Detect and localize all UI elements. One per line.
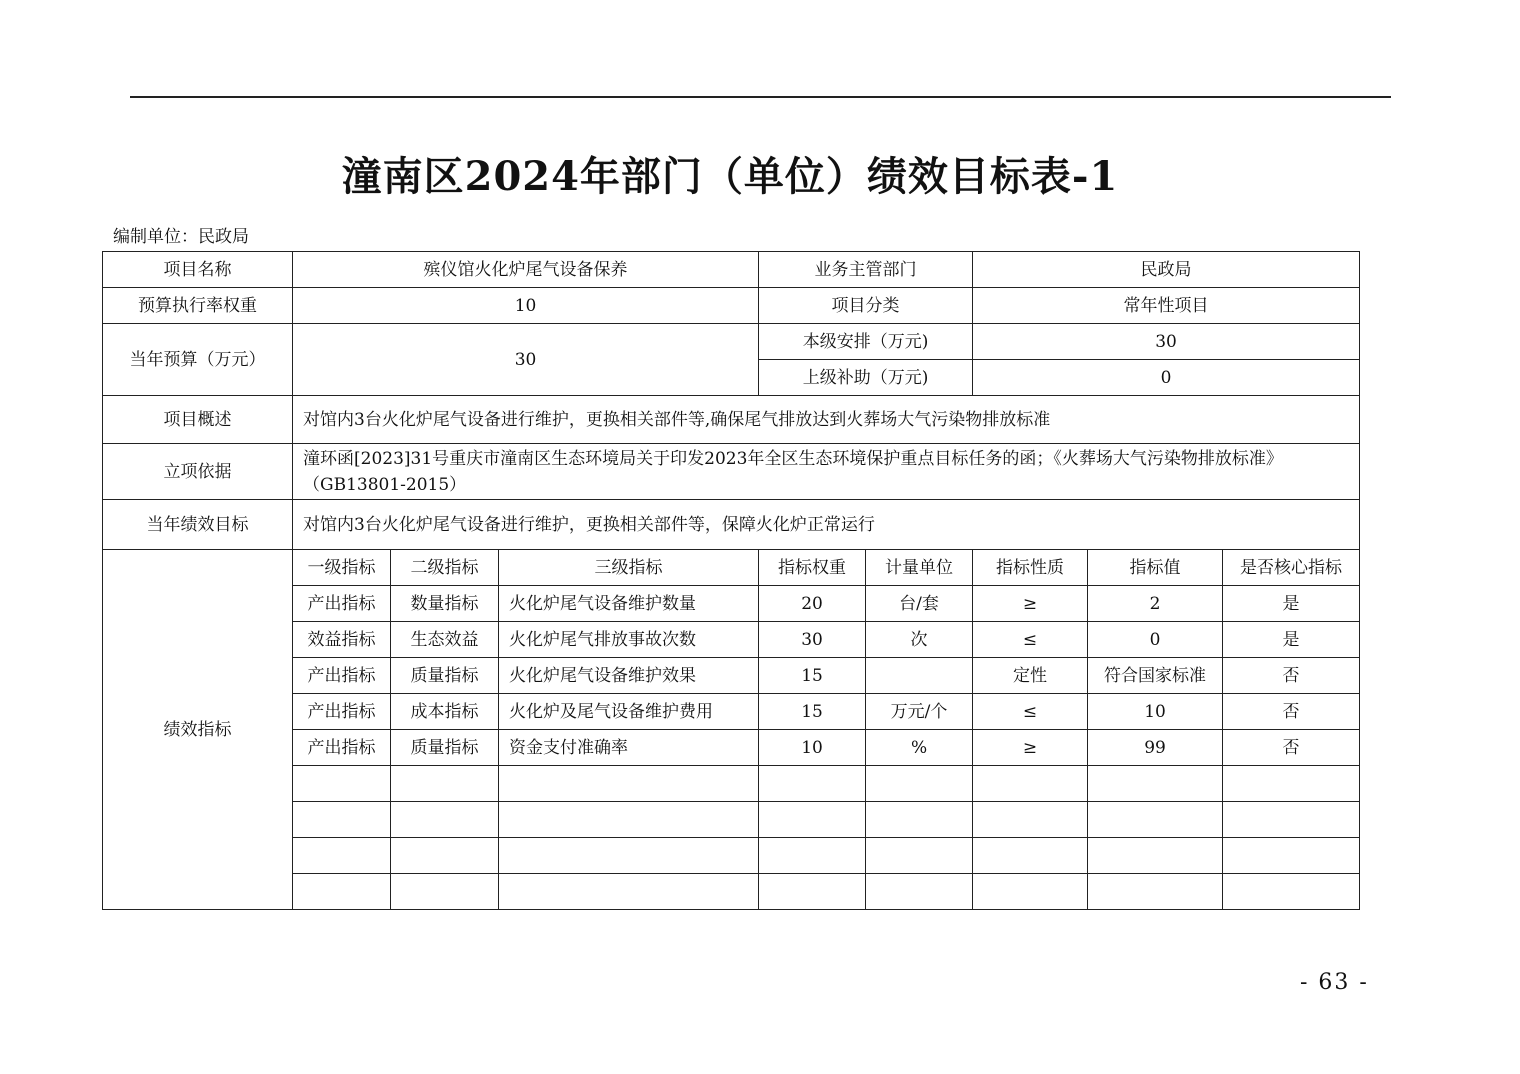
header-level3: 三级指标 (499, 550, 759, 586)
project-name-value: 殡仪馆火化炉尾气设备保养 (293, 252, 759, 288)
cell-core: 否 (1223, 730, 1360, 766)
cell-weight: 15 (759, 694, 866, 730)
cell-level1: 产出指标 (293, 694, 391, 730)
cell-level1: 效益指标 (293, 622, 391, 658)
local-budget-label: 本级安排（万元) (759, 324, 973, 360)
cell-core: 是 (1223, 622, 1360, 658)
goal-label: 当年绩效目标 (103, 500, 293, 550)
dept-value: 民政局 (973, 252, 1360, 288)
header-level2: 二级指标 (391, 550, 499, 586)
empty-cell (293, 874, 391, 910)
upper-budget-label: 上级补助（万元) (759, 360, 973, 396)
cell-level2: 成本指标 (391, 694, 499, 730)
overview-label: 项目概述 (103, 396, 293, 444)
header-value: 指标值 (1088, 550, 1223, 586)
cell-nature: 定性 (973, 658, 1088, 694)
cell-level2: 质量指标 (391, 730, 499, 766)
cell-nature: ≥ (973, 586, 1088, 622)
cell-level3: 火化炉尾气排放事故次数 (499, 622, 759, 658)
table-row (103, 396, 1360, 444)
page-title: 潼南区2024年部门（单位）绩效目标表-1 (341, 153, 1119, 200)
table-row (103, 324, 1360, 360)
header-unit: 计量单位 (866, 550, 973, 586)
table-row (103, 252, 1360, 288)
cell-level2: 质量指标 (391, 658, 499, 694)
empty-cell (973, 766, 1088, 802)
goal-value: 对馆内3台火化炉尾气设备进行维护，更换相关部件等，保障火化炉正常运行 (293, 500, 1360, 550)
cell-level3: 火化炉及尾气设备维护费用 (499, 694, 759, 730)
empty-cell (866, 802, 973, 838)
cell-value: 10 (1088, 694, 1223, 730)
cell-unit (866, 658, 973, 694)
performance-target-table (102, 251, 1360, 910)
empty-cell (1088, 874, 1223, 910)
upper-budget-value: 0 (973, 360, 1360, 396)
weight-label: 预算执行率权重 (103, 288, 293, 324)
cell-unit: % (866, 730, 973, 766)
empty-cell (1088, 766, 1223, 802)
cell-level1: 产出指标 (293, 586, 391, 622)
project-name-label: 项目名称 (103, 252, 293, 288)
empty-cell (391, 766, 499, 802)
overview-value: 对馆内3台火化炉尾气设备进行维护，更换相关部件等,确保尾气排放达到火葬场大气污染物排放标准 (293, 396, 1360, 444)
cell-level2: 数量指标 (391, 586, 499, 622)
cell-unit: 万元/个 (866, 694, 973, 730)
table-row (103, 288, 1360, 324)
empty-cell (759, 802, 866, 838)
header-core: 是否核心指标 (1223, 550, 1360, 586)
header-rule (130, 96, 1391, 98)
cell-level3: 火化炉尾气设备维护效果 (499, 658, 759, 694)
cell-core: 否 (1223, 694, 1360, 730)
header-weight: 指标权重 (759, 550, 866, 586)
empty-cell (293, 766, 391, 802)
page-number: - 63 - (1300, 970, 1369, 995)
empty-cell (1223, 802, 1360, 838)
cell-value: 0 (1088, 622, 1223, 658)
cell-core: 否 (1223, 658, 1360, 694)
empty-cell (499, 802, 759, 838)
basis-value: 潼环函[2023]31号重庆市潼南区生态环境局关于印发2023年全区生态环境保护重点目标任务的函；《火葬场大气污染物排放标准》（GB13801-2015） (293, 444, 1360, 500)
cell-weight: 30 (759, 622, 866, 658)
indicators-section-label: 绩效指标 (103, 550, 293, 910)
empty-cell (499, 838, 759, 874)
cell-nature: ≥ (973, 730, 1088, 766)
empty-cell (1223, 874, 1360, 910)
cell-unit: 次 (866, 622, 973, 658)
header-level1: 一级指标 (293, 550, 391, 586)
empty-cell (759, 838, 866, 874)
cell-value: 符合国家标准 (1088, 658, 1223, 694)
cell-value: 2 (1088, 586, 1223, 622)
empty-cell (1223, 838, 1360, 874)
category-value: 常年性项目 (973, 288, 1360, 324)
cell-unit: 台/套 (866, 586, 973, 622)
empty-cell (973, 838, 1088, 874)
cell-level3: 资金支付准确率 (499, 730, 759, 766)
cell-level1: 产出指标 (293, 730, 391, 766)
compiler-unit: 编制单位：民政局 (113, 227, 249, 247)
cell-level3: 火化炉尾气设备维护数量 (499, 586, 759, 622)
budget-label: 当年预算（万元） (103, 324, 293, 396)
empty-cell (759, 874, 866, 910)
cell-level1: 产出指标 (293, 658, 391, 694)
cell-weight: 10 (759, 730, 866, 766)
empty-cell (866, 766, 973, 802)
empty-cell (973, 802, 1088, 838)
dept-label: 业务主管部门 (759, 252, 973, 288)
empty-cell (1223, 766, 1360, 802)
empty-cell (499, 766, 759, 802)
indicator-header-row (103, 550, 1360, 586)
empty-cell (293, 802, 391, 838)
cell-level2: 生态效益 (391, 622, 499, 658)
header-nature: 指标性质 (973, 550, 1088, 586)
table-row (103, 444, 1360, 500)
empty-cell (1088, 802, 1223, 838)
cell-nature: ≤ (973, 694, 1088, 730)
weight-value: 10 (293, 288, 759, 324)
empty-cell (293, 838, 391, 874)
cell-weight: 20 (759, 586, 866, 622)
empty-cell (391, 802, 499, 838)
cell-weight: 15 (759, 658, 866, 694)
cell-value: 99 (1088, 730, 1223, 766)
empty-cell (391, 838, 499, 874)
empty-cell (866, 874, 973, 910)
empty-cell (499, 874, 759, 910)
cell-core: 是 (1223, 586, 1360, 622)
table-row (103, 500, 1360, 550)
budget-value: 30 (293, 324, 759, 396)
category-label: 项目分类 (759, 288, 973, 324)
empty-cell (391, 874, 499, 910)
cell-nature: ≤ (973, 622, 1088, 658)
empty-cell (759, 766, 866, 802)
empty-cell (866, 838, 973, 874)
empty-cell (973, 874, 1088, 910)
local-budget-value: 30 (973, 324, 1360, 360)
empty-cell (1088, 838, 1223, 874)
basis-label: 立项依据 (103, 444, 293, 500)
